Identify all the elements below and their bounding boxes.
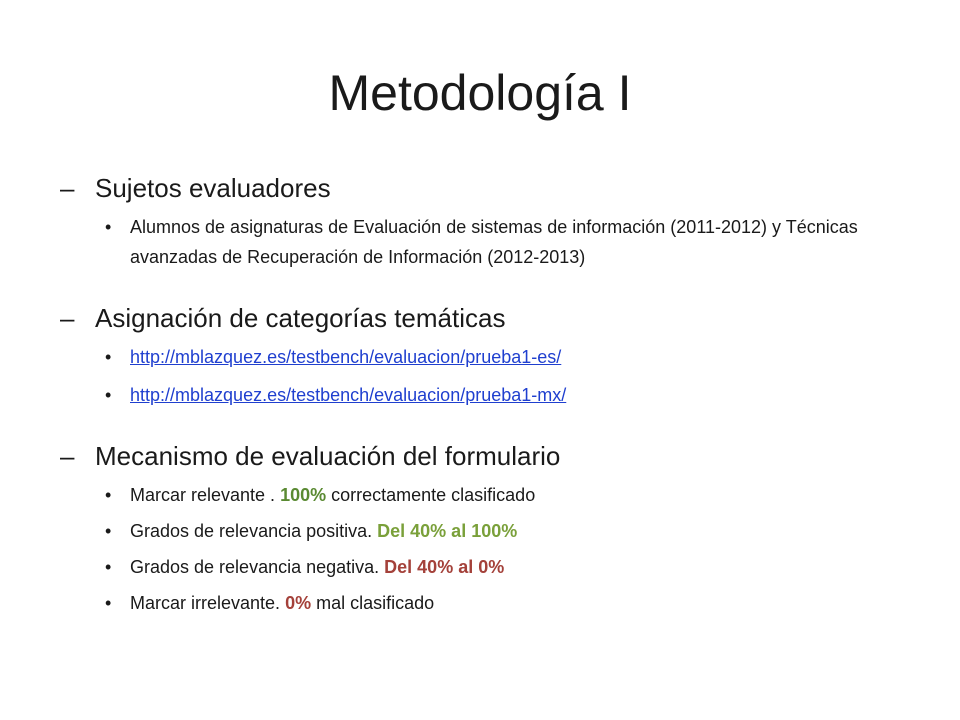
list-item: [60, 480, 880, 510]
bullet-icon: •: [105, 485, 112, 505]
section-heading: [60, 436, 880, 476]
highlight-value: Del 40% al 100%: [377, 521, 518, 541]
list-item: [60, 516, 880, 546]
list-item-suffix: mal clasificado: [311, 593, 435, 613]
list-item-prefix: Marcar irrelevante.: [130, 593, 286, 613]
list-item-prefix: Grados de relevancia positiva.: [130, 521, 378, 541]
list-item: [60, 380, 880, 410]
dash-bullet-icon: –: [60, 173, 75, 203]
bullet-icon: •: [105, 217, 112, 237]
list-item-prefix: Marcar relevante .: [130, 485, 281, 505]
section-mecanismo-evaluacion: [60, 436, 880, 618]
link-prueba1-es[interactable]: http://mblazquez.es/testbench/evaluacion/prueba1-es/: [130, 347, 562, 367]
section-asignacion-categorias: [60, 298, 880, 410]
list-item-prefix: Grados de relevancia negativa.: [130, 557, 385, 577]
bullet-icon: •: [105, 521, 112, 541]
section-heading-text: Asignación de categorías temáticas: [95, 303, 506, 333]
bullet-icon: •: [105, 385, 112, 405]
highlight-value: 0%: [285, 593, 312, 613]
section-heading: [60, 298, 880, 338]
bullet-list: [60, 480, 880, 618]
list-item-text: Alumnos de asignaturas de Evaluación de sistemas de información (2011-2012) y Técnicas avanzadas de Recuperación de Información (2012-2013): [130, 217, 858, 267]
bullet-list: [60, 342, 880, 410]
slide-content: [60, 168, 880, 618]
bullet-icon: •: [105, 347, 112, 367]
bullet-icon: •: [105, 557, 112, 577]
list-item: [60, 552, 880, 582]
section-heading-text: Mecanismo de evaluación del formulario: [95, 441, 561, 471]
section-heading-text: Sujetos evaluadores: [95, 173, 331, 203]
list-item: [60, 588, 880, 618]
highlight-value: Del 40% al 0%: [384, 557, 505, 577]
bullet-list: [60, 212, 880, 272]
list-item: [60, 212, 880, 272]
dash-bullet-icon: –: [60, 441, 75, 471]
list-item-suffix: correctamente clasificado: [326, 485, 536, 505]
section-heading: [60, 168, 880, 208]
list-item: [60, 342, 880, 372]
link-prueba1-mx[interactable]: http://mblazquez.es/testbench/evaluacion/prueba1-mx/: [130, 385, 567, 405]
dash-bullet-icon: –: [60, 303, 75, 333]
slide-title: Metodología I: [328, 65, 632, 121]
bullet-icon: •: [105, 593, 112, 613]
highlight-value: 100%: [280, 485, 327, 505]
section-sujetos-evaluadores: [60, 168, 880, 272]
